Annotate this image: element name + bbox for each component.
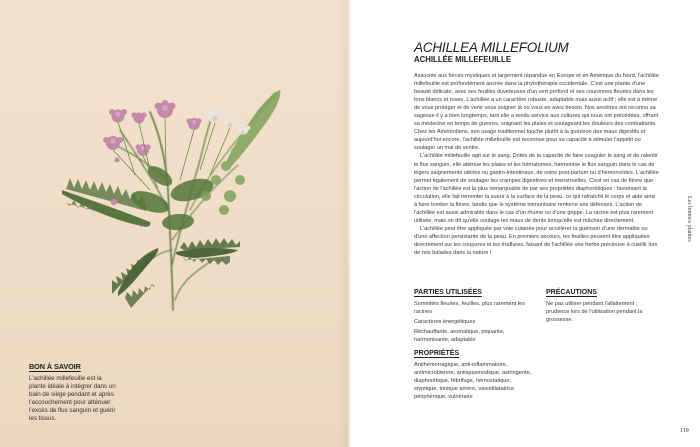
- right-page: [350, 0, 700, 447]
- section-title: PRÉCAUTIONS: [546, 289, 597, 296]
- section-title: PARTIES UTILISÉES: [414, 289, 482, 296]
- body-paragraph: L'achillée peut être appliquée par voie cutanée pour accélérer la guérison d'une dermatite ou d'une affection persistante de la peau. En premiers secours, les feuilles peuvent être appliquées directement sur les coupures et les éraflures, faisant de l'achillée une herbe précieuse à cueillir lors de nos balades dans la nature !: [414, 225, 658, 257]
- section-item: Caractères énergétiques: [414, 319, 476, 325]
- body-paragraph: Associée aux forces mystiques et largement répandue en Europe et en Amérique du Nord, l'achillée millefeuille est profondément ancrée dans la phytothérapie occidentale. C'est une plante d'une beauté délicate, avec ses feuilles duveteuses d'un vert profond et ses couronnes fleuries dans les tons blancs et roses. L'achillée a un caractère robuste, adaptable mais aussi actif ; elle est à même de vous protéger et de venir vous soigner là où vous en avez besoin. Nos ancêtres ont reconnu sa sagesse il y a bien longtemps, tant elle a rendu service aux cultures qui nous ont précédées, offrant sa médecine en temps de guerres, soignant les plaies et soulageant les douleurs des combattants. Chez les Amérindiens, son usage traditionnel touche plutôt à la guérison des maux digestifs et aujourd'hui encore, l'achillée millefeuille est reconnue pour sa capacité à stimuler l'appétit ou soulager un mal de ventre.: [414, 73, 659, 152]
- section-title: PROPRIÉTÉS: [414, 350, 460, 357]
- section-item: Antihémorragique, anti-inflammatoire, antimicrobienne, antispasmodique, astringente, diaphorétique, fébrifuge, hémostatique, styptique, tonique amère, vasodilatatrice périphérique, vulnéraire: [414, 362, 532, 400]
- body-paragraph: L'achillée millefeuille agit sur le sang. Dotée de la capacité de faire coaguler le sang et de ralentir le flux sanguin, elle atténue les plaies et les hématomes, harmonise le flux sanguin dans le cas de légers saignements utérins ou gastro-intestinaux, de soins post-partum ou d'hémorroïdes. L'achillée permet également de soulager les crampes digestives et menstruelles. C'est en cas de fièvre que l'action de l'achillée est la plus remarquable de par ses propriétés diaphorétiques : favorisant la circulation, elle fait remonter la sueur à la surface de la peau, ce qui rafraîchit le corps et aide ainsi à faire tomber la fièvre, tandis que le système immunitaire renforce ses défenses. L'action de l'achillée est aussi admirable dans le cas d'un rhume ou d'une grippe. La racine est plus rarement utilisée, mais on dit qu'elle soulage les maux de dents lorsqu'elle est mâchée directement.: [414, 153, 659, 224]
- body-text: [414, 72, 660, 257]
- tip-title: BON À SAVOIR: [29, 362, 81, 371]
- parties-utilisees-section: [414, 289, 526, 346]
- tip-text: L'achillée millefeuille est la plante idéale à intégrer dans un bain de siège pendant et après l'accouchement pour atténuer l'excès de flux sanguin et guérir les tissus.: [29, 375, 116, 422]
- proprietes-section: [414, 350, 534, 403]
- section-item: Réchauffante, aromatique, piquante, harmonisante, adaptable: [414, 329, 505, 343]
- common-name-title: ACHILLÉE MILLEFEUILLE: [414, 55, 512, 64]
- section-item: Ne pas utiliser pendant l'allaitement ; prudence lors de l'utilisation pendant la grossesse.: [546, 301, 643, 323]
- section-item: Sommités fleuries, feuilles, plus rarement les racines: [414, 301, 525, 315]
- gutter-shadow: [338, 0, 350, 447]
- yarrow-illustration: [0, 0, 350, 350]
- tip-box: [29, 362, 119, 423]
- page-number: 119: [680, 428, 689, 434]
- latin-title: ACHILLEA MILLEFOLIUM: [414, 40, 569, 55]
- precautions-section: [546, 289, 658, 326]
- running-head: Les bonnes plantes: [686, 196, 692, 242]
